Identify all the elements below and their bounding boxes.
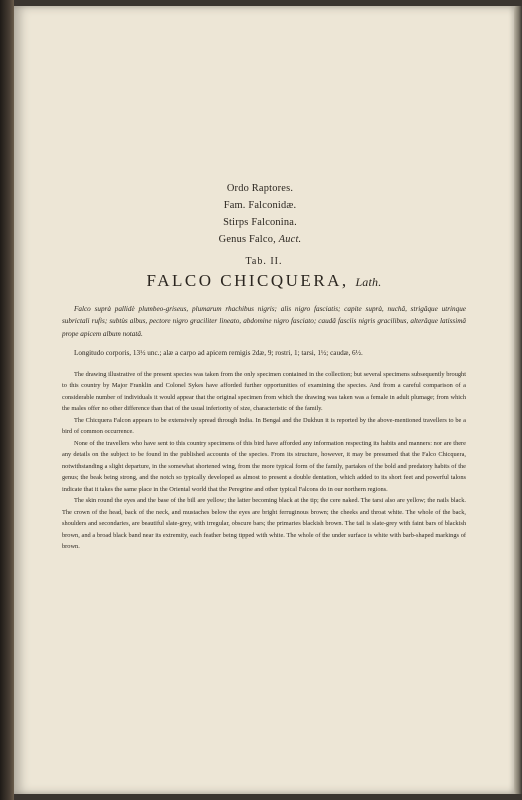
plate-number: Tab. II.	[245, 256, 283, 267]
paragraph-1: The drawing illustrative of the present species was taken from the only specimen contained in the collection; but several specimens subsequently brought to this country by Major Franklin and Colonel Sykes have afforded further opportunities of examining the species. And from a careful comparison of a considerable number of individuals it would appear that the original specimen from which the drawing was taken was a female in adult plumage; from which the males offer no other difference than that of the usual inferiority of size, characteristic of the family.	[62, 370, 466, 413]
body-text	[62, 369, 466, 553]
page-edge	[514, 6, 522, 794]
species-author: Lath.	[355, 275, 382, 289]
page-text	[62, 180, 466, 553]
measurements: Longitudo corporis, 13½ unc.; alæ a carpo ad apicem remigis 2dæ, 9; rostri, 1; tarsi, 1½; caudæ, 6½.	[74, 349, 363, 358]
latin-description: Falco suprà pallidè plumbeo-griseus, plumarum rhachibus nigris; alis nigro fasciatis; capite suprà, nuchâ, strigâque utrinque subrictali rufis; subtùs albus, pectore nigro graciliter lineato, abdomine nigro fasciato; caudâ fasciis nigris gracilibus, alterâque latissimâ prope apicem album notatâ.	[62, 305, 466, 338]
paragraph-3: None of the travellers who have sent to this country specimens of this bird have afforded any information respecting its habits and manners: nor are there any details on the subject to be found in the published accounts of the species. From its structure, however, it may be presumed that the Falco Chicquera, notwithstanding a slight departure, in the somewhat shortened wing, from the more typical form of the family, partakes of the bold and predatory habits of the genus; the beak being strong, and the notch so typically developed as almost to present a double dentation, which added to its short feet and powerful talons indicate that it takes the same place in the Oriental world that the Peregrine and other typical Falcons do in our northern regions.	[62, 439, 466, 493]
genus-line	[54, 231, 466, 248]
genus-authority: Auct.	[278, 234, 302, 245]
ordo-line: Ordo Raptores.	[226, 183, 294, 194]
book-binding	[0, 0, 14, 800]
stirps-line: Stirps Falconina.	[223, 217, 297, 228]
taxonomy-heading	[54, 180, 466, 248]
species-title	[62, 271, 466, 291]
genus-text: Genus Falco,	[218, 234, 279, 245]
paragraph-2: The Chicquera Falcon appears to be extensively spread through India. In Bengal and the Dukhun it is reported by the above-mentioned travellers to be a bird of common occurrence.	[62, 416, 466, 436]
family-line: Fam. Falconidæ.	[223, 200, 297, 211]
paragraph-4: The skin round the eyes and the base of the bill are yellow; the latter becoming black at the tip; the cere naked. The tarsi also are yellow; the nails black. The crown of the head, back of the neck, and mustaches below the eyes are bright ferruginous brown; the cheeks and throat white. The whole of the back, shoulders and secondaries, are beautiful slate-grey, with irregular, obscure bars; the primaries blackish brown. The tail is slate-grey with faint bars of blackish brown, and a broad black band near its extremity, each feather being tipped with white. The whole of the under surface is white with barb-shaped markings of brown.	[62, 497, 466, 551]
species-name: FALCO CHICQUERA,	[146, 271, 356, 290]
